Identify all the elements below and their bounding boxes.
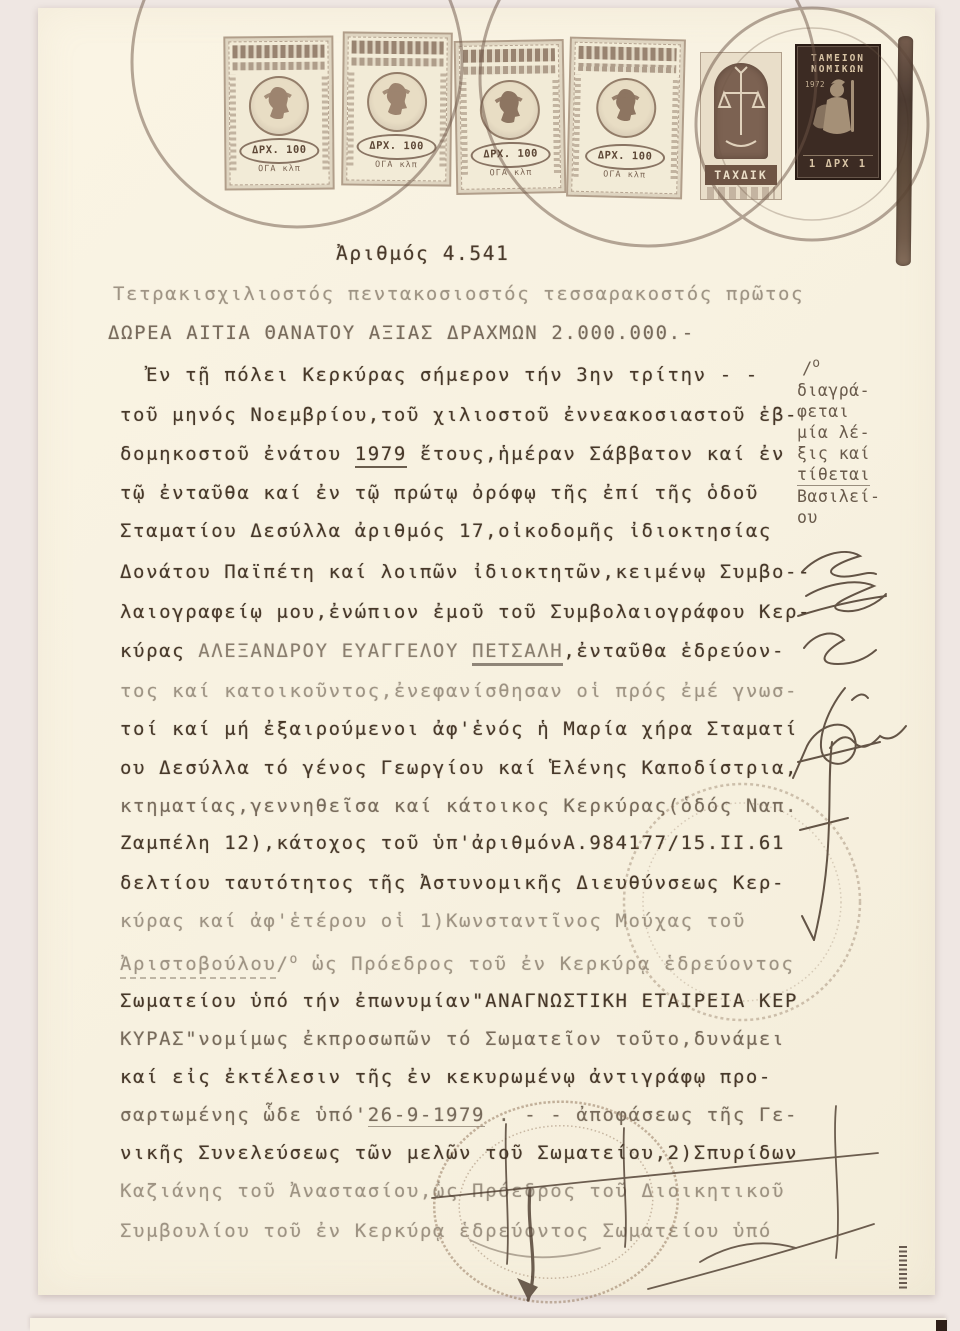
insertion-slash: / [802,359,813,379]
stamp-ornament [707,187,775,199]
doc-line [120,949,794,975]
revenue-stamp [566,37,686,200]
doc-text: κύρας [120,640,199,662]
hermes-head-icon [479,79,540,140]
doc-text: ἔτους,ἡμέραν Σάββατον καί ἐν [406,443,785,465]
doc-line: τῷ ἐνταῦθα καί ἐν τῷ πρώτῳ ὀρόφῳ τῆς ἐπί τῆς ὁδοῦ [120,482,759,504]
stamp-title-line1: ΤΑΜΕΙΟΝ [810,53,866,64]
notary-name: ΑΛΕΞΑΝΔΡΟΥ ΕΥΑΓΓΕΛΟΥ [198,640,473,662]
margin-correction-note [797,380,907,528]
taxdik-stamp [700,52,782,200]
stamp-ornament-band [233,62,325,71]
revenue-stamp [341,31,453,186]
doc-line: καί εἰς ἐκτέλεσιν τῆς ἐν κεκυρωμένῳ ἀντιγράφῳ προ- [120,1066,772,1088]
hermes-head-icon [249,76,310,137]
document-number: Ἀριθμός 4.541 [336,242,510,265]
doc-line: Σταματίου Δεσύλλα ἀριθμός 17,οἰκοδομῆς ἰδιοκτησίας [120,520,772,542]
doc-text: ,ἐνταῦθα ἑδρεύον- [563,640,786,662]
stamp-subtext: ΟΓΑ κλπ [603,169,647,181]
doc-line [120,443,785,465]
hermes-head-icon [367,72,428,133]
margin-note-line: μία λέ- [797,423,871,442]
revenue-stamp [223,36,334,191]
stamp-value: 1 ΔΡΧ 1 [803,155,873,172]
insertion-mark: ο [812,356,821,371]
doc-line: Καζιάνης τοῦ Ἀναστασίου,ὡς Πρόεδρος τοῦ Διοικητικοῦ [120,1180,785,1202]
stamp-subtext: ΟΓΑ κλπ [374,159,418,171]
athena-figure-icon [807,78,867,148]
stamp-ornament [322,74,329,170]
stamp-title-line2: ΝΟΜΙΚΩΝ [810,64,866,75]
stamp-ornament-band [351,58,443,67]
insertion-slash: / [276,953,290,975]
doc-line: Ζαμπέλη 12),κάτοχος τοῦ ὑπ'ἀριθμόνΑ.984177/15.ΙΙ.61 [120,832,785,854]
margin-note-line: ου [797,508,818,527]
stamp-ornament-band [232,45,324,59]
edge-serial-microprint [899,1246,907,1290]
doc-line: δελτίου ταυτότητος τῆς Ἀστυνομικῆς Διευθύνσεως Κερ- [120,872,785,894]
next-page-dark-mark [936,1320,947,1331]
doc-line: κύρας καί ἀφ'ἑτέρου οἱ 1)Κωνσταντῖνος Μούχας τοῦ [120,910,746,932]
stamp-ornament-band [463,65,555,75]
stamp-ornament-band [352,41,444,55]
doc-line: τος καί κατοικοῦντος,ἐνεφανίσθησαν οἱ πρός ἐμέ γνωσ- [120,680,799,702]
doc-line: ΚΥΡΑΣ"νομίμως ἐκπροσωπῶν τό Σωματεῖον τοῦτο,δυνάμει [120,1028,785,1050]
next-page-edge [30,1318,946,1331]
margin-note-line: Βασιλεί- [797,487,881,506]
margin-note-line: διαγρά- [797,381,871,400]
doc-line: Τετρακισχιλιοστός πεντακοσιοστός τεσσαρακοστός πρῶτος [113,283,805,305]
hermes-head-icon [596,77,657,138]
doc-line: Συμβουλίου τοῦ ἐν Κερκύρᾳ ἑδρεύοντος Σωματείου ὑπό [120,1220,772,1242]
tameion-nomikon-stamp [795,44,881,180]
margin-insertion-mark [802,356,820,379]
doc-line: ου Δεσύλλα τό γένος Γεωργίου καί Ἑλένης Καποδίστρια, [120,757,799,779]
doc-text: σαρτωμένης ὧδε ὑπό' [120,1104,368,1126]
scales-of-justice-icon [714,63,768,159]
stamp-value: ΔΡΧ. 100 [356,134,436,161]
doc-line: λαιογραφείῳ μου,ἐνώπιον ἐμοῦ τοῦ Συμβολαιογράφου Κερ- [120,601,812,623]
corrected-word-underlined: Ἀριστοβούλου [120,953,276,979]
stamp-ornament-band [463,48,555,63]
doc-text: ὡς Πρόεδρος τοῦ ἐν Κερκύρᾳ ἑδρεύοντος [298,953,795,975]
doc-line: τοί καί μή ἐξαιρούμενοι ἀφ'ἑνός ἡ Μαρία χήρα Σταματί [120,718,799,740]
doc-line: Σωματείου ὑπό τήν ἐπωνυμίαν"ΑΝΑΓΝΩΣΤΙΚΗ ΕΤΑΙΡΕΙΑ ΚΕΡ [120,990,799,1012]
doc-line: τοῦ μηνός Νοεμβρίου,τοῦ χιλιοστοῦ ἐννεακοσιαστοῦ ἑβ- [120,404,799,426]
margin-note-line: τίθεται [797,465,871,484]
margin-note-line: ξις καί [797,444,871,463]
stamp-ornament-band [578,46,676,61]
stamp-value: ΔΡΧ. 100 [470,141,550,168]
doc-line: νικῆς Συνελεύσεως τῶν μελῶν τοῦ Σωματείου,2)Σπυρίδων [120,1142,799,1164]
doc-line: κτηματίας,γεννηθεῖσα καί κάτοικος Κερκύρας(ὁδός Ναπ. [120,795,799,817]
doc-line [120,640,785,662]
stamp-subtext: ΟΓΑ κλπ [258,163,301,175]
underlined-date: 26-9-1979 [367,1104,486,1126]
stamp-value: ΔΡΧ. 100 [239,138,319,165]
stamp-label: ΤΑΧΔΙΚ [705,165,777,185]
notary-surname-underlined: ΠΕΤΣΑΛΗ [472,640,563,666]
stamp-ornament [347,69,354,165]
stamp-value: ΔΡΧ. 100 [585,143,666,171]
revenue-stamp [454,39,567,195]
doc-text: . - - ἀποφάσεως τῆς Γε- [485,1104,799,1126]
stamp-ornament [439,70,446,166]
underlined-year: 1979 [355,443,407,468]
doc-line: Ἐν τῇ πόλει Κερκύρας σήμερον τήν 3ην τρίτην - - [146,364,759,386]
doc-line [120,1104,798,1126]
insertion-mark: ο [289,952,299,967]
margin-note-line: φεται [797,402,850,421]
stamp-subtext: ΟΓΑ κλπ [489,167,533,179]
stamp-ornament [230,74,237,170]
doc-line: Δονάτου Παϊπέτη καί λοιπῶν ἰδιοκτητῶν,κειμένῳ Συμβο-- [120,561,812,583]
doc-text: δομηκοστοῦ ἐνάτου [120,443,355,465]
stamp-arch [714,63,768,159]
scan-edge-bar [896,36,913,266]
doc-line: ΔΩΡΕΑ ΑΙΤΙΑ ΘΑΝΑΤΟΥ ΑΞΙΑΣ ΔΡΑΧΜΩΝ 2.000.000.- [108,322,695,344]
stamp-year: 1972 [805,80,826,89]
